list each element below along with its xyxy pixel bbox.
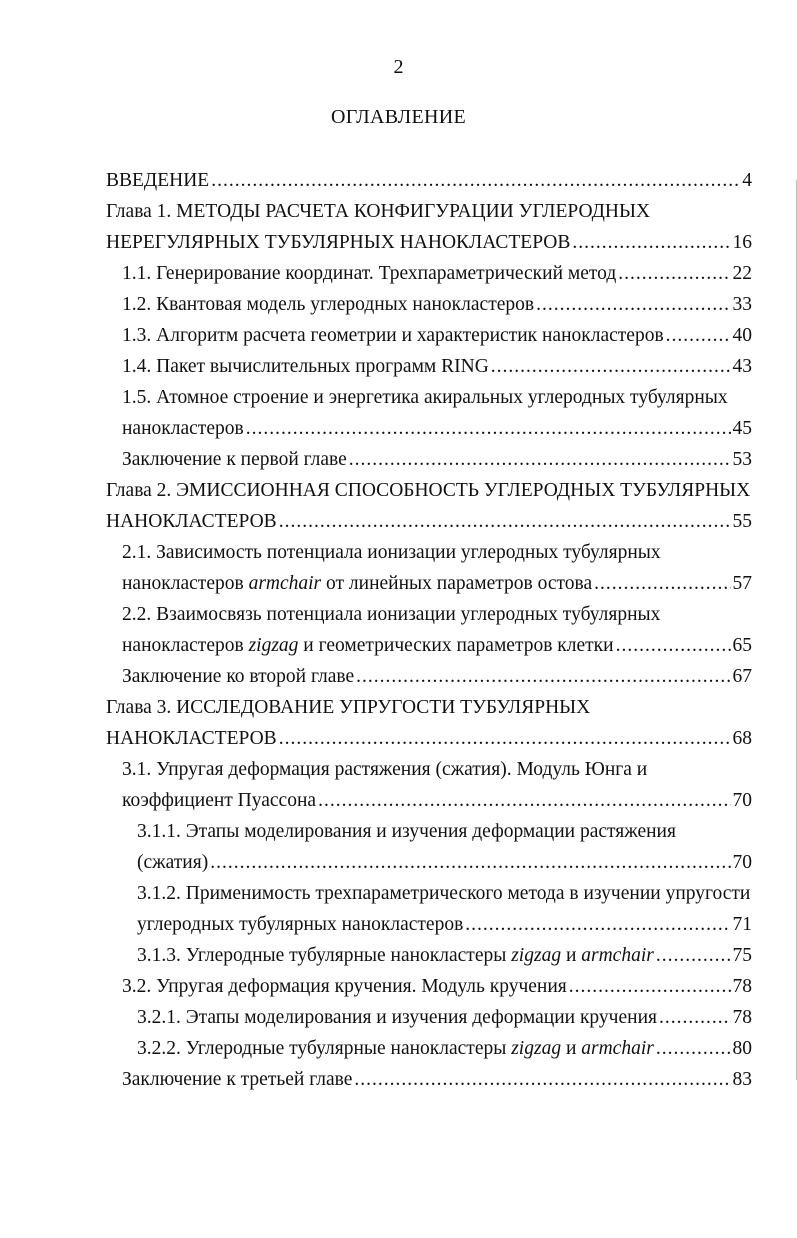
text-part: и: [561, 1038, 582, 1059]
toc-entry-intro[interactable]: [106, 166, 752, 196]
toc-page-number: 78: [732, 976, 752, 997]
toc-conclusion-2[interactable]: [122, 662, 752, 692]
toc-entry-text: [122, 631, 614, 661]
toc-page-number: 57: [732, 573, 752, 594]
toc-page-number: 40: [732, 325, 752, 346]
toc-section-3-1-1-line1[interactable]: [137, 817, 699, 847]
dot-leader: [354, 1065, 730, 1095]
dot-leader: [318, 786, 730, 816]
page-number: 2: [393, 56, 404, 78]
dot-leader: [656, 941, 731, 971]
dot-leader: [572, 228, 730, 258]
toc-section-3-2-2[interactable]: [137, 1034, 752, 1064]
dot-leader: [279, 507, 731, 537]
toc-section-2-1[interactable]: [122, 569, 752, 599]
toc-page-number: 68: [732, 728, 752, 749]
toc-entry-text: Заключение к третьей главе: [122, 1069, 353, 1090]
dot-leader: [491, 352, 731, 382]
toc-entry-text: 3.2. Упругая деформация кручения. Модуль кручения: [122, 976, 567, 997]
dot-leader: [465, 910, 730, 940]
toc-entry-text: Заключение ко второй главе: [122, 666, 355, 687]
italic-term: zigzag: [511, 1038, 562, 1059]
toc-entry-text: НАНОКЛАСТЕРОВ: [106, 511, 277, 532]
toc-section-1-2[interactable]: [122, 290, 752, 320]
dot-leader: [356, 662, 730, 692]
dot-leader: [279, 724, 731, 754]
toc-section-3-1-1[interactable]: [137, 848, 752, 878]
toc-section-1-5-line1[interactable]: 1.5. Атомное строение и энергетика акиральных углеродных тубулярных: [122, 387, 728, 408]
toc-page-number: 83: [732, 1069, 752, 1090]
toc-chapter-1-line1[interactable]: Глава 1. МЕТОДЫ РАСЧЕТА КОНФИГУРАЦИИ УГЛЕРОДНЫХ: [106, 201, 651, 222]
toc-entry-text: НЕРЕГУЛЯРНЫХ ТУБУЛЯРНЫХ НАНОКЛАСТЕРОВ: [106, 232, 571, 253]
toc-entry-text: 1.1. Генерирование координат. Трехпараметрический метод: [122, 263, 617, 284]
dot-leader: [569, 972, 731, 1002]
dot-leader: [618, 259, 730, 289]
italic-term: zigzag: [511, 945, 562, 966]
toc-page-number: 78: [732, 1007, 752, 1028]
dot-leader: [246, 414, 731, 444]
toc-section-3-1-line1[interactable]: 3.1. Упругая деформация растяжения (сжатия). Модуль Юнга и: [122, 759, 648, 780]
toc-section-1-1[interactable]: [122, 259, 752, 289]
dot-leader: [656, 1034, 731, 1064]
toc-page-number: 43: [732, 356, 752, 377]
toc-section-3-2[interactable]: [122, 972, 752, 1002]
toc-page-number: 70: [732, 852, 752, 873]
dot-leader: [616, 631, 731, 661]
dot-leader: [666, 321, 731, 351]
toc-page-number: 67: [732, 666, 752, 687]
toc-entry-text: [122, 569, 592, 599]
toc-conclusion-3[interactable]: [122, 1065, 752, 1095]
toc-section-3-2-1[interactable]: [137, 1003, 752, 1033]
toc-chapter-2[interactable]: [106, 507, 752, 537]
toc-page-number: 33: [732, 294, 752, 315]
toc-page-number: 22: [732, 263, 752, 284]
toc-entry-text: [137, 1034, 654, 1064]
toc-page-number: 45: [732, 418, 752, 439]
toc-page-number: 80: [732, 1038, 752, 1059]
italic-term: armchair: [248, 573, 322, 594]
toc-chapter-2-line1[interactable]: Глава 2. ЭМИССИОННАЯ СПОСОБНОСТЬ УГЛЕРОДНЫХ ТУБУЛЯРНЫХ: [106, 480, 751, 501]
italic-term: zigzag: [248, 635, 299, 656]
text-part: и геометрических параметров клетки: [298, 635, 614, 656]
toc-chapter-3-line1[interactable]: Глава 3. ИССЛЕДОВАНИЕ УПРУГОСТИ ТУБУЛЯРНЫХ: [106, 697, 591, 718]
toc-entry-text: ВВЕДЕНИЕ: [106, 170, 210, 191]
dot-leader: [536, 290, 730, 320]
dot-leader: [211, 166, 740, 196]
toc-section-1-3[interactable]: [122, 321, 752, 351]
italic-term: armchair: [581, 945, 654, 966]
toc-entry-text: нанокластеров: [122, 418, 244, 439]
toc-entry-text: (сжатия): [137, 852, 209, 873]
text-part: нанокластеров: [122, 573, 249, 594]
toc-entry-text: углеродных тубулярных нанокластеров: [137, 914, 464, 935]
toc-section-2-2[interactable]: [122, 631, 752, 661]
italic-term: armchair: [581, 1038, 654, 1059]
toc-entry-text: коэффициент Пуассона: [122, 790, 317, 811]
dot-leader: [349, 445, 731, 475]
text-part: нанокластеров: [122, 635, 249, 656]
toc-chapter-1[interactable]: [106, 228, 752, 258]
toc-section-2-1-line1[interactable]: 2.1. Зависимость потенциала ионизации углеродных тубулярных: [122, 542, 661, 563]
toc-section-1-4[interactable]: [122, 352, 752, 382]
toc-page-number: 16: [732, 232, 752, 253]
toc-chapter-3[interactable]: [106, 724, 752, 754]
toc-section-3-1-2[interactable]: [137, 910, 752, 940]
toc-entry-text: НАНОКЛАСТЕРОВ: [106, 728, 277, 749]
toc-entry-text: 1.4. Пакет вычислительных программ RING: [122, 356, 489, 377]
toc-entry-text: 3.1.1. Этапы моделирования и изучения деформации растяжения: [137, 821, 676, 842]
text-part: 3.1.3. Углеродные тубулярные нанокластеры: [137, 945, 512, 966]
toc-section-2-2-line1[interactable]: 2.2. Взаимосвязь потенциала ионизации углеродных тубулярных: [122, 604, 661, 625]
toc-section-3-1-2-line1[interactable]: 3.1.2. Применимость трехпараметрического метода в изучении упругости: [137, 883, 751, 904]
toc-page-number: 70: [732, 790, 752, 811]
toc-entry-text: 1.2. Квантовая модель углеродных нанокластеров: [122, 294, 535, 315]
toc-entry-text: 1.3. Алгоритм расчета геометрии и характеристик нанокластеров: [122, 325, 664, 346]
dot-leader: [659, 1003, 731, 1033]
toc-section-1-5[interactable]: [122, 414, 752, 444]
text-part: и: [561, 945, 582, 966]
toc-page-number: 53: [732, 449, 752, 470]
text-part: 3.2.2. Углеродные тубулярные нанокластеры: [137, 1038, 512, 1059]
dot-leader: [210, 848, 730, 878]
toc-page-number: 75: [732, 945, 752, 966]
toc-page-number: 65: [732, 635, 752, 656]
text-part: от линейных параметров остова: [321, 573, 593, 594]
toc-entry-text: [137, 941, 654, 971]
dot-leader: [594, 569, 730, 599]
toc-entry-text: Заключение к первой главе: [122, 449, 347, 470]
toc-page-number: 71: [732, 914, 752, 935]
toc-section-3-1-3[interactable]: [137, 941, 752, 971]
toc-section-3-1[interactable]: [122, 786, 752, 816]
toc-title: ОГЛАВЛЕНИЕ: [331, 106, 466, 128]
toc-entry-text: 3.2.1. Этапы моделирования и изучения деформации кручения: [137, 1007, 657, 1028]
toc-conclusion-1[interactable]: [122, 445, 752, 475]
toc-page-number: 55: [732, 511, 752, 532]
toc-page-number: 4: [742, 170, 752, 191]
